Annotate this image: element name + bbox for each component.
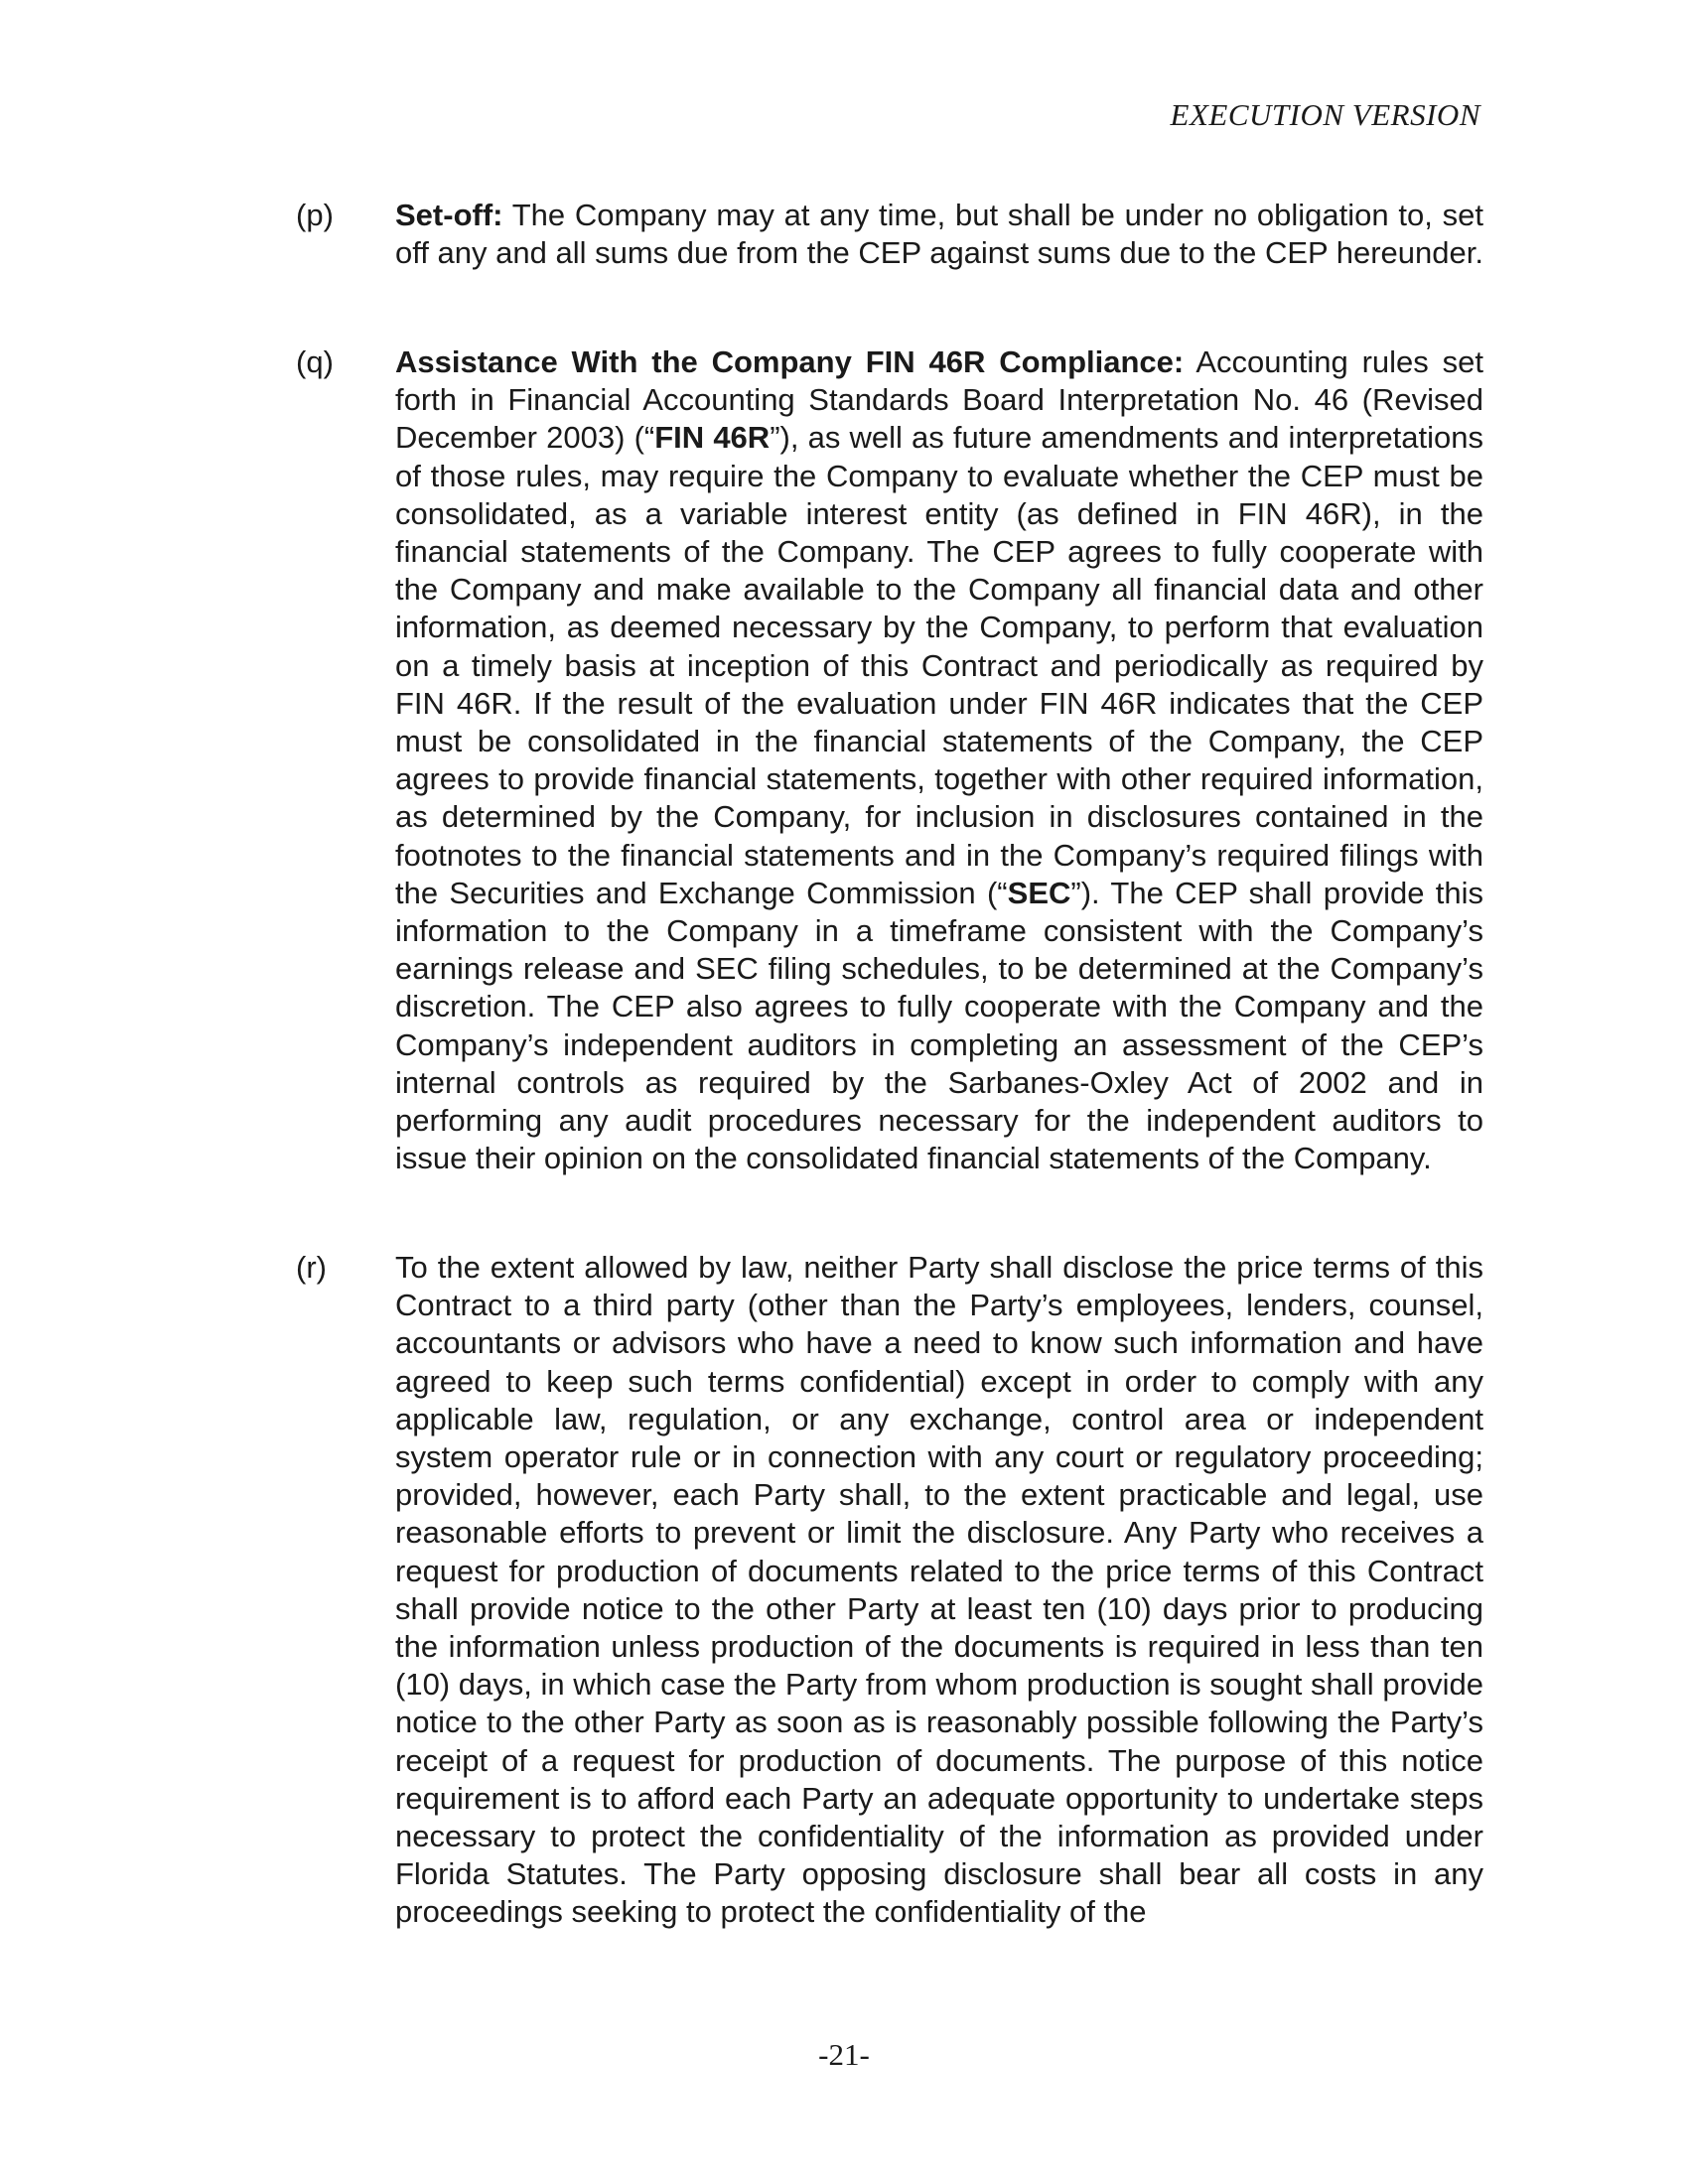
section-label: (q) [296,344,334,379]
section-p [296,197,1483,272]
section-body [395,1249,1483,1932]
defined-term: SEC [1007,875,1071,910]
defined-term: FIN 46R [654,420,771,456]
section-text: ”), as well as future amendments and interpretations of those rules, may require the Company to evaluate whether the CEP must be consolidated, as a variable interest entity (as defined in FIN 46R), in the financial statements of the Company. The CEP agrees to fully cooperate with the Company and make available to the Company all financial data and other information, as deemed necessary by the Company, to perform that evaluation on a timely basis at inception of this Contract and periodically as required by FIN 46R. If the result of the evaluation under FIN 46R indicates that the CEP must be consolidated in the financial statements of the Company, the CEP agrees to provide financial statements, together with other required information, as determined by the Company, for inclusion in disclosures contained in the footnotes to the financial statements and in the Company’s required filings with the Securities and Exchange Commission (“ [395,420,1484,910]
section-heading: Assistance With the Company FIN 46R Compliance: [395,344,1185,379]
section-text: The Company may at any time, but shall be under no obligation to, set off any and all sums due from the CEP against sums due to the CEP hereunder. [395,198,1483,271]
page-number: -21- [818,2037,870,2072]
section-body [395,343,1483,1177]
section-text: ”). The CEP shall provide this information to the Company in a timeframe consistent with the Company’s earnings release and SEC filing schedules, to be determined at the Company’s discretion. The CEP also agrees to fully cooperate with the Company and the Company’s independent auditors in completing an assessment of the CEP’s internal controls as required by the Sarbanes-Oxley Act of 2002 and in performing any audit procedures necessary for the independent auditors to issue their opinion on the consolidated financial statements of the Company. [395,875,1484,1176]
section-q [296,343,1483,1177]
section-text: To the extent allowed by law, neither Party shall disclose the price terms of this Contract to a third party (other than the Party’s employees, lenders, counsel, accountants or advisors who have a need to know such information and have agreed to keep such terms confidential) except in order to comply with any applicable law, regulation, or any exchange, control area or independent system operator rule or in connection with any court or regulatory proceeding; provided, however, each Party shall, to the extent practicable and legal, use reasonable efforts to prevent or limit the disclosure. Any Party who receives a request for production of documents related to the price terms of this Contract shall provide notice to the other Party at least ten (10) days prior to producing the information unless production of the documents is required in less than ten (10) days, in which case the Party from whom production is sought shall provide notice to the other Party as soon as is reasonably possible following the Party’s receipt of a request for production of documents. The purpose of this notice requirement is to afford each Party an adequate opportunity to undertake steps necessary to protect the confidentiality of the information as provided under Florida Statutes. The Party opposing disclosure shall bear all costs in any proceedings seeking to protect the confidentiality of the [395,1250,1483,1930]
section-text: Accounting rules set forth in Financial Accounting Standards Board Interpretation No. 46 (Revised December 2003) (“ [395,344,1483,456]
section-body [395,197,1483,272]
section-r [296,1249,1483,1932]
document-header: EXECUTION VERSION [1170,97,1480,132]
section-heading: Set-off: [395,198,503,232]
section-label: (p) [296,198,334,232]
section-label: (r) [296,1250,327,1285]
